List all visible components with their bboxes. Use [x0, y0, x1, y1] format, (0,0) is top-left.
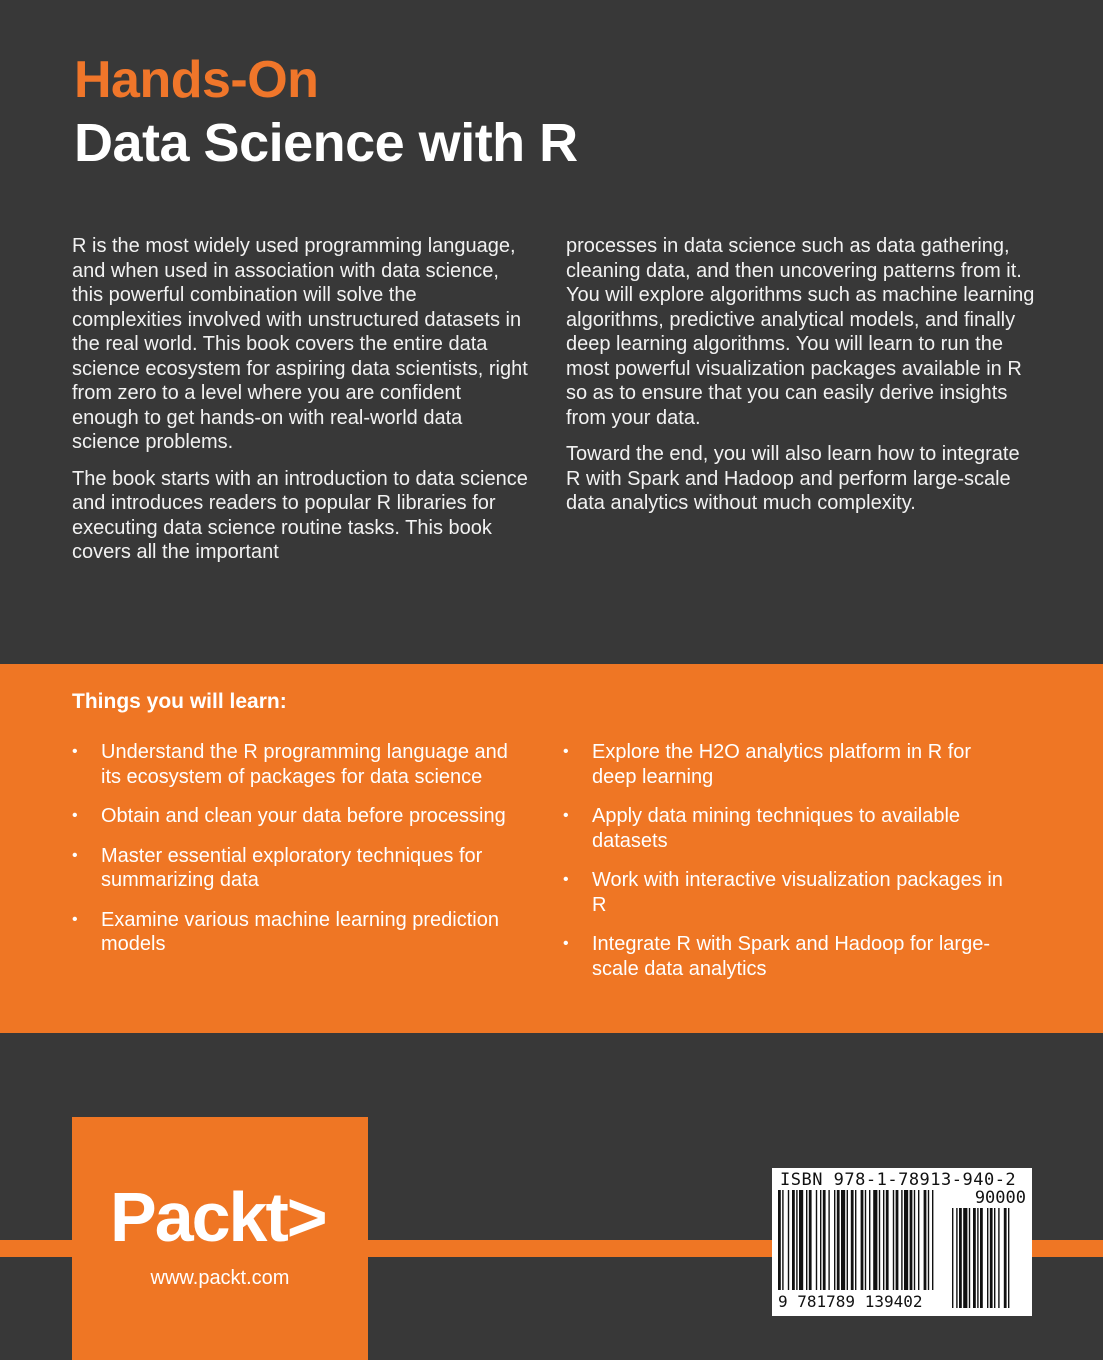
learn-item-text: Obtain and clean your data before processing [101, 805, 506, 827]
isbn-barcode [772, 1168, 1032, 1316]
publisher-logo-box [72, 1117, 368, 1360]
learn-item-text: Work with interactive visualization packages in R [592, 869, 1003, 916]
bullet-icon: • [563, 743, 569, 760]
learn-item-text: Explore the H2O analytics platform in R for deep learning [592, 741, 972, 788]
learn-item [563, 740, 1003, 789]
isbn-text: ISBN 978-1-78913-940-2 [780, 1170, 1017, 1190]
learn-item-text: Understand the R programming language and its ecosystem of packages for data science [101, 741, 508, 788]
learn-item [72, 804, 522, 829]
publisher-url: www.packt.com [150, 1267, 290, 1289]
learn-item [72, 844, 522, 893]
bullet-icon: • [563, 807, 569, 824]
description-paragraph: The book starts with an introduction to data science and introduces readers to popular R libraries for executing data science routine tasks. This book covers all the important [72, 467, 528, 563]
bullet-icon: • [72, 910, 78, 928]
description-paragraph: processes in data science such as data gathering, cleaning data, and then uncovering patterns from it. You will explore algorithms such as machine learning algorithms, predictive analytical models, and finally deep learning algorithms. You will learn to run the most powerful visualization packages available in R so as to ensure that you can easily derive insights from your data. [566, 235, 1035, 429]
learn-item [72, 908, 522, 957]
learn-item [563, 804, 1003, 853]
title-line-2: Data Science with R [74, 113, 578, 173]
description-right-column [566, 234, 1036, 528]
learn-item [72, 740, 522, 789]
learn-item [563, 932, 1003, 981]
bullet-icon: • [72, 743, 78, 760]
bullet-icon: • [72, 846, 78, 864]
title-line-1: Hands-On [74, 51, 319, 109]
bullet-icon: • [72, 807, 78, 824]
learn-list-right [563, 740, 1003, 996]
bullet-icon: • [563, 871, 569, 888]
description-paragraph: R is the most widely used programming language, and when used in association with data science, this powerful combination will solve the complexities involved with unstructured datasets in the real world. This book covers the entire data science ecosystem for aspiring data scientists, right from zero to a level where you are confident enough to get hands-on with real-world data science problems. [72, 235, 528, 453]
description-paragraph: Toward the end, you will also learn how to integrate R with Spark and Hadoop and perform large-scale data analytics without much complexity. [566, 443, 1020, 514]
learn-item [563, 868, 1003, 917]
learn-item-text: Examine various machine learning prediction models [101, 908, 499, 955]
barcode-number: 9 781789 139402 [778, 1292, 923, 1311]
price-code: 90000 [974, 1188, 1026, 1208]
bullet-icon: • [563, 935, 569, 952]
packt-logo: Packt> [110, 1178, 326, 1256]
learn-item-text: Apply data mining techniques to available datasets [592, 805, 961, 852]
learn-item-text: Integrate R with Spark and Hadoop for large-scale data analytics [592, 933, 990, 980]
learn-item-text: Master essential exploratory techniques for summarizing data [101, 844, 483, 891]
description-left-column [72, 234, 532, 577]
learn-heading: Things you will learn: [72, 690, 287, 713]
learn-list-left [72, 740, 522, 972]
